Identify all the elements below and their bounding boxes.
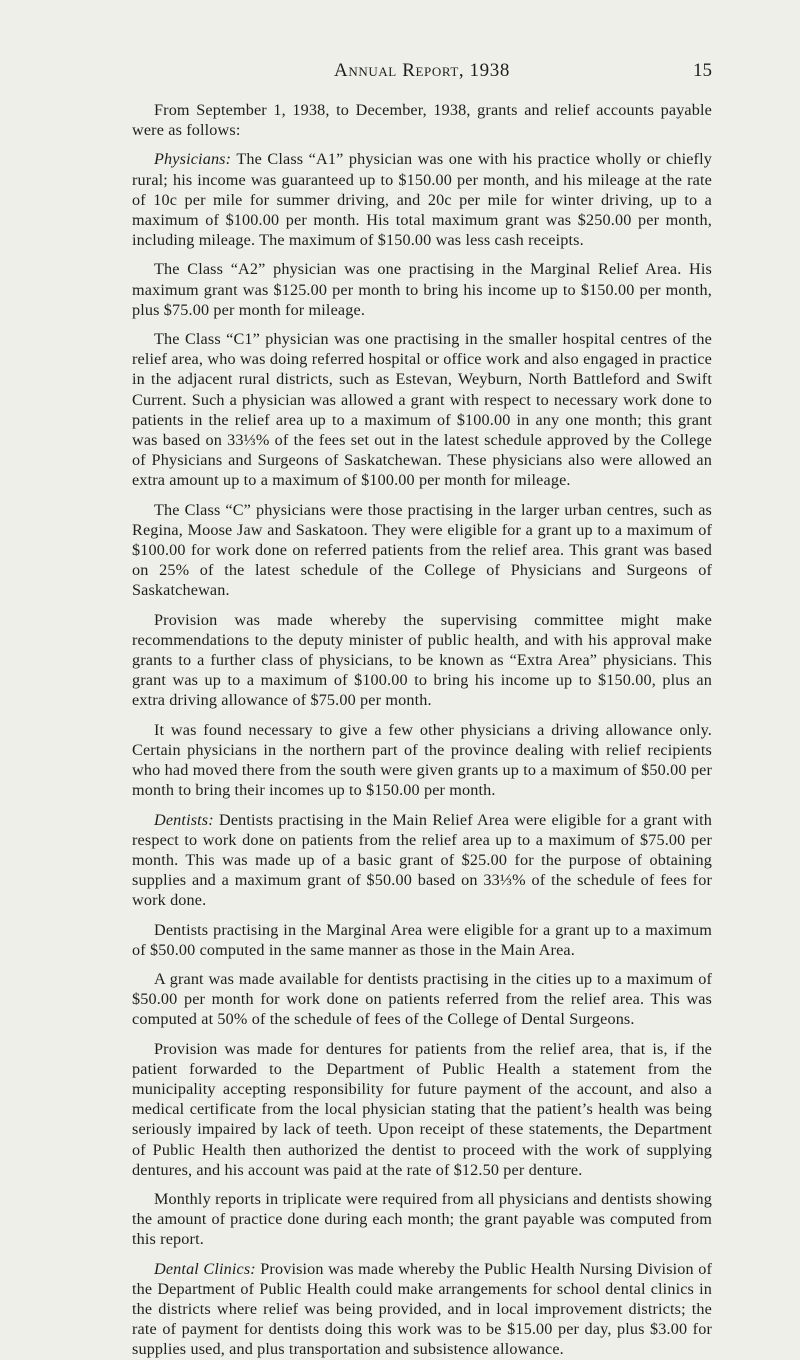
- paragraph-dentists: [132, 810, 712, 911]
- paragraph-monthly-reports: [132, 1189, 712, 1250]
- paragraph-text: Monthly reports in triplicate were required from all physicians and dentists showing the amount of practice done during each month; the grant payable was computed from this report.: [132, 1189, 712, 1249]
- paragraph-text: The Class “C” physicians were those practising in the larger urban centres, such as Regina, Moose Jaw and Saskatoon. They were eligible for a grant up to a maximum of $100.00 for work done on referred patients from the relief area. This grant was based on 25% of the latest schedule of the College of Physicians and Surgeons of Saskatchewan.: [132, 500, 712, 600]
- paragraph-extra-area: [132, 610, 712, 711]
- paragraph-lead: Physicians:: [154, 150, 232, 169]
- paragraph-text: Provision was made for dentures for patients from the relief area, that is, if the patient forwarded to the Department of Public Health a statement from the municipality accepting responsibility for future payment of the account, and also a medical certificate from the local physician stating that the patient’s health was being seriously impaired by lack of teeth. Upon receipt of these statements, the Department of Public Health then authorized the dentist to proceed with the work of supplying dentures, and his account was paid at the rate of $12.50 per denture.: [132, 1039, 712, 1179]
- paragraph-class-a2: [132, 259, 712, 320]
- paragraph-intro: [132, 100, 712, 140]
- paragraph-text: Provision was made whereby the supervising committee might make recommendations to the deputy minister of public health, and with his approval make grants to a further class of physicians, to be known as “Extra Area” physicians. This grant was up to a maximum of $100.00 to bring his income up to $150.00, plus an extra driving allowance of $75.00 per month.: [132, 610, 712, 710]
- paragraph-dentures: [132, 1039, 712, 1180]
- paragraph-text: The Class “A1” physician was one with his practice wholly or chiefly rural; his income was guaranteed up to $150.00 per month, and his mileage at the rate of 10c per mile for summer driving, and 20c per mile for winter driving, up to a maximum of $100.00 per month. His total maximum grant was $250.00 per month, including mileage. The maximum of $150.00 was less cash receipts.: [132, 150, 712, 250]
- paragraph-text: It was found necessary to give a few other physicians a driving allowance only. Certain physicians in the northern part of the province dealing with relief recipients who had moved there from the south were given grants up to a maximum of $50.00 per month to bring their incomes up to $150.00 per month.: [132, 720, 712, 800]
- paragraph-text: Provision was made whereby the Public Health Nursing Division of the Department of Public Health could make arrangements for school dental clinics in the districts where relief was being provided, and in local improvement districts; the rate of payment for dentists doing this work was to be $15.00 per day, plus $3.00 for supplies used, and plus transportation and subsistence allowance.: [132, 1259, 712, 1359]
- body-text: [132, 100, 712, 1360]
- running-head: Annual Report, 1938: [334, 60, 510, 81]
- paragraph-physicians: [132, 149, 712, 250]
- paragraph-text: A grant was made available for dentists practising in the cities up to a maximum of $50.00 per month for work done on patients referred from the relief area. This was computed at 50% of the schedule of fees of the College of Dental Surgeons.: [132, 969, 712, 1029]
- paragraph-text: The Class “A2” physician was one practising in the Marginal Relief Area. His maximum grant was $125.00 per month to bring his income up to $150.00 per month, plus $75.00 per month for mileage.: [132, 260, 712, 319]
- paragraph-class-c: [132, 500, 712, 601]
- paragraph-lead: Dental Clinics:: [154, 1259, 256, 1278]
- paragraph-text: Dentists practising in the Marginal Area were eligible for a grant up to a maximum of $50.00 computed in the same manner as those in the Main Area.: [132, 920, 712, 959]
- paragraph-text: From September 1, 1938, to December, 1938, grants and relief accounts payable were as follows:: [132, 101, 712, 140]
- paragraph-class-c1: [132, 329, 712, 491]
- paragraph-dental-clinics: [132, 1259, 712, 1360]
- paragraph-text: Dentists practising in the Main Relief Area were eligible for a grant with respect to work done on patients from the relief area up to a maximum of $75.00 per month. This was made up of a basic grant of $25.00 for the purpose of obtaining supplies and a maximum grant of $50.00 based on 33⅓% of the schedule of fees for work done.: [132, 810, 712, 910]
- paragraph-driving-allowance: [132, 720, 712, 801]
- paragraph-lead: Dentists:: [154, 810, 214, 829]
- paragraph-marginal-dentists: [132, 920, 712, 960]
- page-number: 15: [693, 60, 712, 81]
- paragraph-text: The Class “C1” physician was one practising in the smaller hospital centres of the relief area, who was doing referred hospital or office work and also engaged in practice in the adjacent rural districts, such as Estevan, Weyburn, North Battleford and Swift Current. Such a physician was allowed a grant with respect to necessary work done to patients in the relief area up to a maximum of $100.00 in any one month; this grant was based on 33⅓% of the fees set out in the latest schedule approved by the College of Physicians and Surgeons of Saskatchewan. These physicians also were allowed an extra amount up to a maximum of $100.00 per month for mileage.: [132, 330, 712, 490]
- paragraph-city-dentists: [132, 969, 712, 1030]
- page-header: [132, 58, 712, 82]
